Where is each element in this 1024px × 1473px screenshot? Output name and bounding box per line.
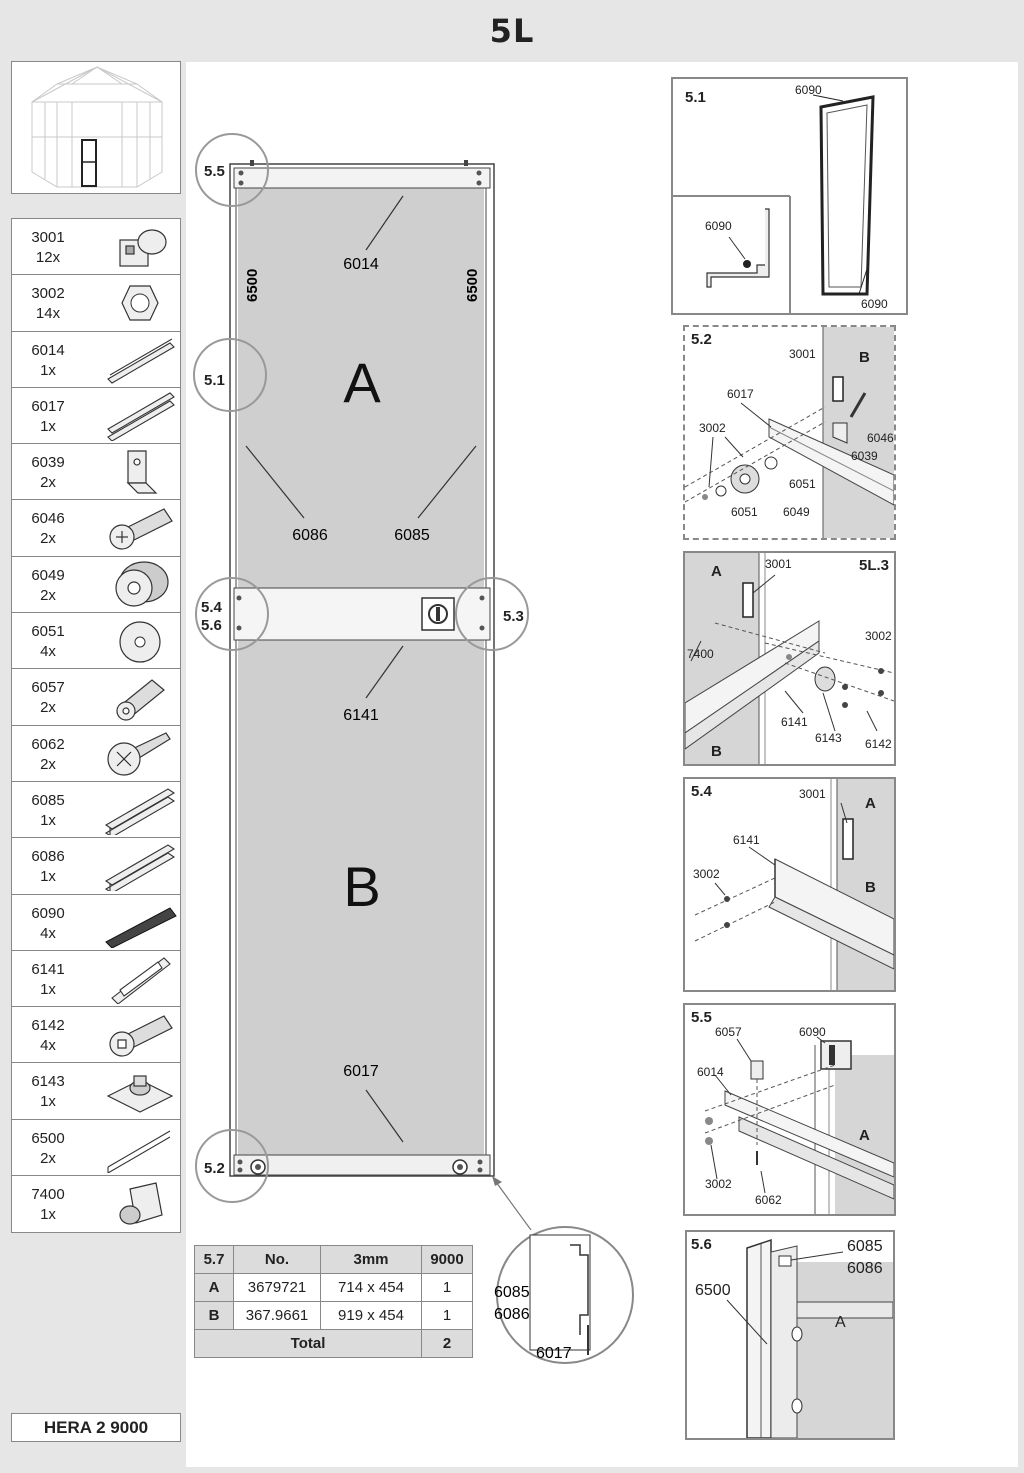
row-label: A — [195, 1274, 234, 1302]
panel-a-label: A — [343, 351, 381, 414]
greenhouse-icon — [12, 62, 180, 193]
table-row — [195, 1302, 473, 1330]
part-label: 6062 — [755, 1193, 782, 1207]
detail-label: 5.4 — [691, 783, 712, 800]
detail-label: 5.2 — [691, 331, 712, 348]
row-label: B — [195, 1302, 234, 1330]
mid-rail-label: 6141 — [343, 707, 379, 724]
hex-nut-icon — [100, 278, 178, 328]
part-label: 3001 — [765, 557, 792, 571]
detail-5l-3 — [683, 551, 896, 766]
cell-size: 714 x 454 — [321, 1274, 422, 1302]
cell-no: 3679721 — [234, 1274, 321, 1302]
detail-label: 5.6 — [691, 1236, 712, 1253]
callout-label: 5.2 — [204, 1160, 225, 1177]
panel-b-label: B — [343, 855, 381, 918]
part-label: 6014 — [697, 1065, 724, 1079]
part-qty: 4x — [40, 1037, 56, 1055]
part-qty: 1x — [40, 1206, 56, 1224]
callout-label: 5.3 — [503, 608, 524, 625]
callout-label: 5.1 — [204, 372, 225, 389]
part-qty: 2x — [40, 699, 56, 717]
part-qty: 4x — [40, 924, 56, 942]
panel-label: B — [711, 743, 722, 760]
detail-label: 5.5 — [691, 1009, 712, 1026]
greenhouse-thumbnail — [11, 61, 181, 194]
part-code: 6086 — [31, 848, 65, 866]
wheel-icon — [100, 560, 178, 610]
table-section-label: 5.7 — [195, 1246, 234, 1274]
profile-icon — [100, 335, 178, 385]
seal-strip-icon — [100, 898, 178, 948]
part-qty: 1x — [40, 811, 56, 829]
bottom-rail-label: 6017 — [343, 1063, 379, 1080]
part-label: 6051 — [731, 505, 758, 519]
part-row-6085 — [12, 782, 180, 838]
part-row-6051 — [12, 613, 180, 669]
section-label-6085: 6085 — [494, 1284, 530, 1301]
part-label: 6039 — [851, 449, 878, 463]
part-row-6143 — [12, 1063, 180, 1119]
parts-list — [11, 218, 181, 1233]
part-code: 6141 — [31, 960, 65, 978]
model-name: HERA 2 9000 — [11, 1413, 181, 1442]
section-label-6017: 6017 — [536, 1345, 572, 1362]
total-value: 2 — [422, 1330, 473, 1358]
detail-5-2 — [683, 325, 896, 540]
right-seal-label: 6085 — [394, 527, 430, 544]
detail-5-4 — [683, 777, 896, 992]
part-label: 6085 — [847, 1238, 883, 1255]
screw-icon — [100, 729, 178, 779]
panel-label: A — [859, 1127, 870, 1144]
table-row — [195, 1274, 473, 1302]
part-row-3002 — [12, 275, 180, 331]
cell-no: 367.9661 — [234, 1302, 321, 1330]
part-code: 6051 — [31, 623, 65, 641]
page-title: 5L — [489, 12, 535, 50]
profile-icon — [100, 954, 178, 1004]
part-row-6141 — [12, 951, 180, 1007]
detail-label: 5.1 — [685, 89, 706, 106]
part-row-6062 — [12, 726, 180, 782]
part-label: 6090 — [799, 1025, 826, 1039]
part-label: 6086 — [847, 1260, 883, 1277]
part-row-6057 — [12, 669, 180, 725]
panel-label: A — [865, 795, 876, 812]
part-row-6090 — [12, 895, 180, 951]
part-qty: 2x — [40, 474, 56, 492]
part-code: 6500 — [31, 1129, 65, 1147]
part-label: 6049 — [783, 505, 810, 519]
part-qty: 1x — [40, 417, 56, 435]
part-label: 3001 — [789, 347, 816, 361]
left-seal-label: 6086 — [292, 527, 328, 544]
part-label: 6090 — [705, 219, 732, 233]
channel-icon — [100, 785, 178, 835]
table-header: 9000 — [422, 1246, 473, 1274]
detail-label: 5L.3 — [859, 557, 890, 574]
part-qty: 2x — [40, 586, 56, 604]
sleeve-icon — [100, 672, 178, 722]
bolt-icon — [100, 1010, 178, 1060]
bolt-icon — [100, 503, 178, 553]
callout-label: 5.5 — [204, 163, 225, 180]
part-label: 6090 — [795, 83, 822, 97]
part-row-6049 — [12, 557, 180, 613]
detail-5-6 — [685, 1230, 895, 1440]
part-code: 6014 — [31, 341, 65, 359]
part-code: 6085 — [31, 791, 65, 809]
washer-icon — [100, 616, 178, 666]
part-label: 3002 — [699, 421, 726, 435]
door-drawing — [186, 130, 646, 1230]
part-code: 3002 — [31, 285, 65, 303]
callout-label: 5.4 — [201, 599, 222, 616]
part-label: 7400 — [687, 647, 714, 661]
part-code: 6143 — [31, 1073, 65, 1091]
part-code: 6017 — [31, 397, 65, 415]
part-qty: 2x — [40, 1149, 56, 1167]
profile-icon — [100, 391, 178, 441]
part-label: 6017 — [727, 387, 754, 401]
part-code: 6057 — [31, 679, 65, 697]
part-qty: 1x — [40, 980, 56, 998]
panel-label: B — [859, 349, 870, 366]
panel-label: B — [865, 879, 876, 896]
total-label: Total — [195, 1330, 422, 1358]
part-qty: 1x — [40, 1093, 56, 1111]
right-stile-label: 6500 — [464, 268, 481, 302]
section-label-6086: 6086 — [494, 1306, 530, 1323]
part-code: 6090 — [31, 904, 65, 922]
lock-plate-icon — [100, 1066, 178, 1116]
part-qty: 2x — [40, 755, 56, 773]
part-row-6142 — [12, 1007, 180, 1063]
part-label: 6051 — [789, 477, 816, 491]
part-row-6500 — [12, 1120, 180, 1176]
detail-5-1 — [671, 77, 908, 315]
part-row-6017 — [12, 388, 180, 444]
part-row-6086 — [12, 838, 180, 894]
part-label: 6142 — [865, 737, 892, 751]
part-row-6039 — [12, 444, 180, 500]
part-qty: 12x — [35, 249, 61, 266]
part-label: 3002 — [865, 629, 892, 643]
part-qty: 1x — [40, 868, 56, 886]
part-qty: 2x — [40, 530, 56, 548]
part-label: 6500 — [695, 1282, 731, 1299]
part-label: 3002 — [693, 867, 720, 881]
cell-size: 919 x 454 — [321, 1302, 422, 1330]
nut-block-icon — [100, 222, 178, 272]
part-label: 6141 — [733, 833, 760, 847]
left-stile-label: 6500 — [244, 268, 261, 302]
detail-5-5 — [683, 1003, 896, 1216]
bracket-icon — [100, 447, 178, 497]
stop-block-icon — [100, 1179, 178, 1229]
part-label: 6046 — [867, 431, 894, 445]
panel-label: A — [711, 563, 722, 580]
table-header: No. — [234, 1246, 321, 1274]
part-code: 6039 — [31, 454, 65, 472]
part-code: 6062 — [31, 735, 65, 753]
angle-profile-icon — [100, 1123, 178, 1173]
part-label: 6143 — [815, 731, 842, 745]
panel-label: A — [835, 1314, 846, 1331]
glass-table — [194, 1245, 473, 1358]
part-row-7400 — [12, 1176, 180, 1232]
part-row-3001 — [12, 219, 180, 275]
part-code: 3001 — [31, 229, 65, 246]
channel-icon — [100, 841, 178, 891]
part-label: 6141 — [781, 715, 808, 729]
cell-qty: 1 — [422, 1302, 473, 1330]
part-label: 3001 — [799, 787, 826, 801]
callout-label: 5.6 — [201, 617, 222, 634]
cell-qty: 1 — [422, 1274, 473, 1302]
section-detail — [480, 1215, 640, 1375]
part-qty: 4x — [40, 643, 56, 661]
part-code: 6046 — [31, 510, 65, 528]
part-row-6014 — [12, 332, 180, 388]
part-qty: 14x — [35, 305, 61, 323]
part-label: 3002 — [705, 1177, 732, 1191]
part-code: 6142 — [31, 1017, 65, 1035]
part-label: 6057 — [715, 1025, 742, 1039]
table-header: 3mm — [321, 1246, 422, 1274]
part-code: 6049 — [31, 566, 65, 584]
table-total-row — [195, 1330, 473, 1358]
part-row-6046 — [12, 500, 180, 556]
part-code: 7400 — [31, 1186, 65, 1204]
part-qty: 1x — [40, 361, 56, 379]
part-label: 6090 — [861, 297, 888, 311]
top-rail-label: 6014 — [343, 256, 379, 273]
